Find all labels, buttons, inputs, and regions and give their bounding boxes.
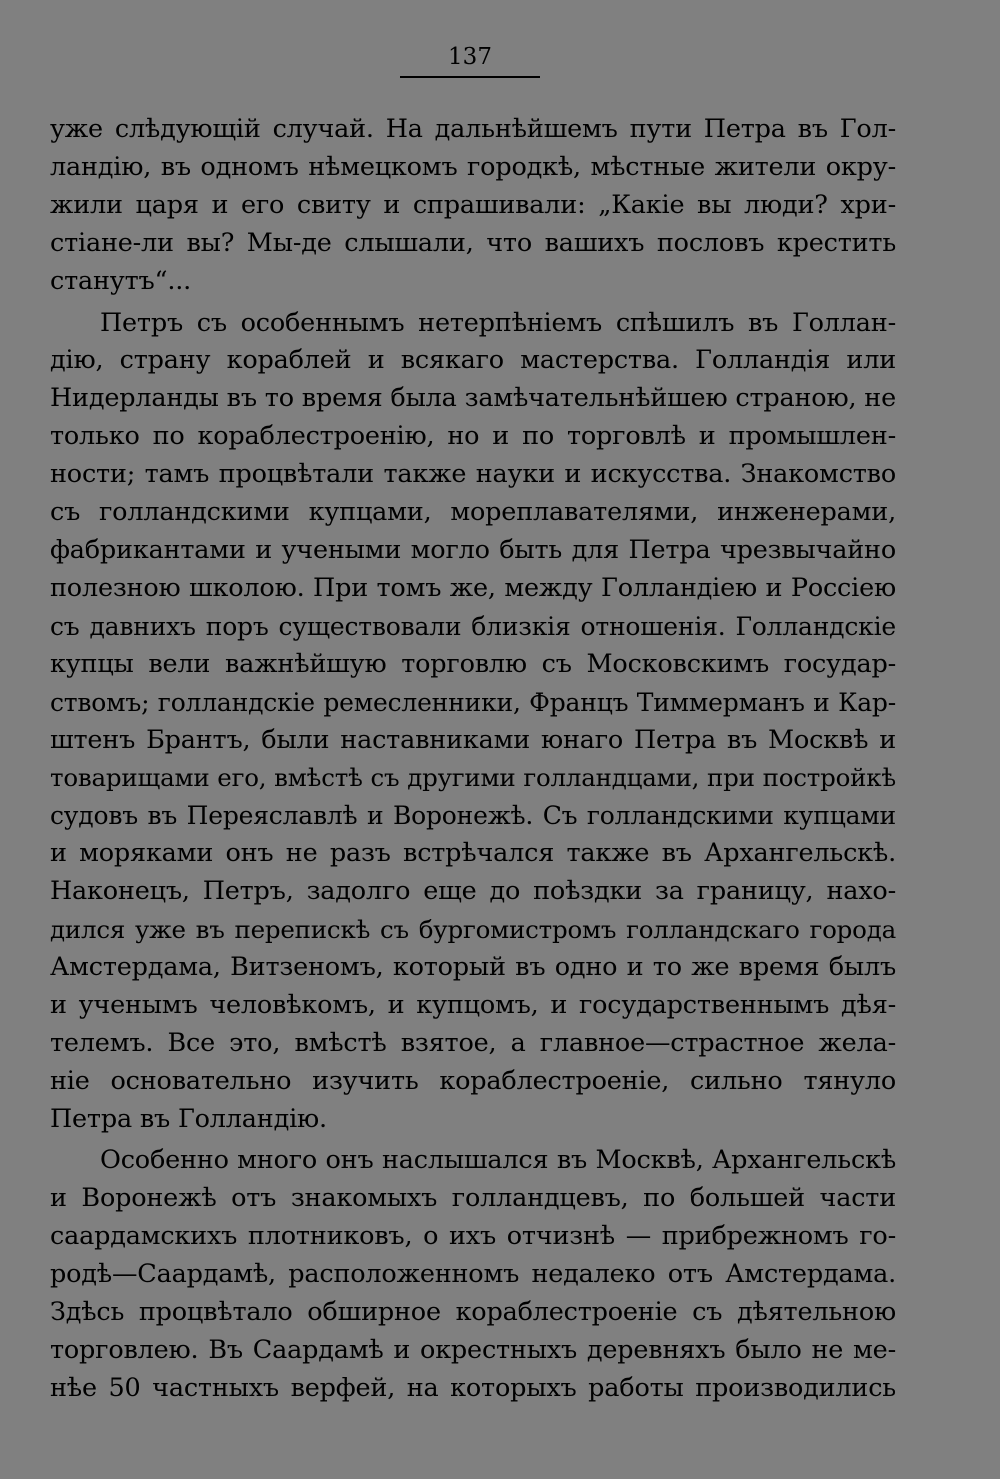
text-line: съ давнихъ поръ существовали близкія отношенія. Голландскіе (50, 611, 896, 641)
text-line: ніе основательно изучить кораблестроеніе, сильно тянуло (50, 1065, 896, 1096)
text-line: судовъ въ Переяславлѣ и Воронежѣ. Съ голландскими купцами (50, 801, 896, 831)
text-line: Амстердама, Витзеномъ, который въ одно и то же время былъ (50, 951, 896, 982)
text-line: полезною школою. При томъ же, между Голландіею и Россіею (50, 572, 896, 603)
text-line: только по кораблестроенію, но и по торговлѣ и промышлен- (50, 421, 896, 452)
text-line: жили царя и его свиту и спрашивали: „Какіе вы люди? хри- (50, 189, 896, 220)
text-line: штенъ Брантъ, были наставниками юнаго Петра въ Москвѣ и (50, 724, 896, 755)
text-line: и моряками онъ не разъ встрѣчался также въ Архангельскѣ. (50, 838, 896, 869)
text-line: купцы вели важнѣйшую торговлю съ Московскимъ государ- (50, 648, 896, 679)
text-line: ландію, въ одномъ нѣмецкомъ городкѣ, мѣстные жители окру- (50, 151, 896, 182)
text-line: Петра въ Голландію. (50, 1103, 327, 1134)
text-line: Особенно много онъ наслышался въ Москвѣ, Архангельскѣ (100, 1145, 896, 1176)
text-line: и ученымъ человѣкомъ, и купцомъ, и государственнымъ дѣя- (50, 989, 896, 1020)
text-line: ности; тамъ процвѣтали также науки и искусства. Знакомство (50, 459, 896, 490)
text-line: фабрикантами и учеными могло быть для Петра чрезвычайно (50, 534, 896, 565)
text-line: торговлею. Въ Саардамѣ и окрестныхъ деревняхъ было не ме- (50, 1335, 896, 1365)
text-line: нѣе 50 частныхъ верфей, на которыхъ работы производились (50, 1372, 896, 1403)
text-line: ствомъ; голландскіе ремесленники, Францъ Тиммерманъ и Кар- (50, 687, 896, 717)
text-line: и Воронежѣ отъ знакомыхъ голландцевъ, по большей части (50, 1183, 896, 1214)
text-line: Наконецъ, Петръ, задолго еще до поѣздки за границу, нахо- (50, 876, 896, 907)
text-line: станутъ“... (50, 265, 192, 296)
body-text (50, 111, 896, 1408)
text-line: телемъ. Все это, вмѣстѣ взятое, а главное—страстное жела- (50, 1027, 896, 1058)
text-line: Петръ съ особеннымъ нетерпѣніемъ спѣшилъ въ Голлан- (100, 307, 896, 338)
text-line: товарищами его, вмѣстѣ съ другими голландцами, при постройкѣ (50, 763, 896, 793)
header-rule (400, 76, 540, 78)
text-line: саардамскихъ плотниковъ, о ихъ отчизнѣ — прибрежномъ го- (50, 1221, 896, 1252)
text-line: стіане-ли вы? Мы-де слышали, что вашихъ пословъ крестить (50, 227, 896, 258)
text-line: дію, страну кораблей и всякаго мастерства. Голландія или (50, 345, 896, 376)
page-number: 137 (448, 44, 492, 70)
text-line: уже слѣдующій случай. На дальнѣйшемъ пути Петра въ Гол- (50, 114, 896, 144)
text-line: съ голландскими купцами, мореплавателями, инженерами, (50, 497, 896, 528)
text-line: дился уже въ перепискѣ съ бургомистромъ голландскаго города (50, 915, 896, 945)
text-line: родѣ—Саардамѣ, расположенномъ недалеко отъ Амстердама. (50, 1259, 896, 1290)
text-line: Нидерланды въ то время была замѣчательнѣйшею страною, не (50, 383, 896, 414)
text-line: Здѣсь процвѣтало обширное кораблестроеніе съ дѣятельною (50, 1297, 896, 1328)
